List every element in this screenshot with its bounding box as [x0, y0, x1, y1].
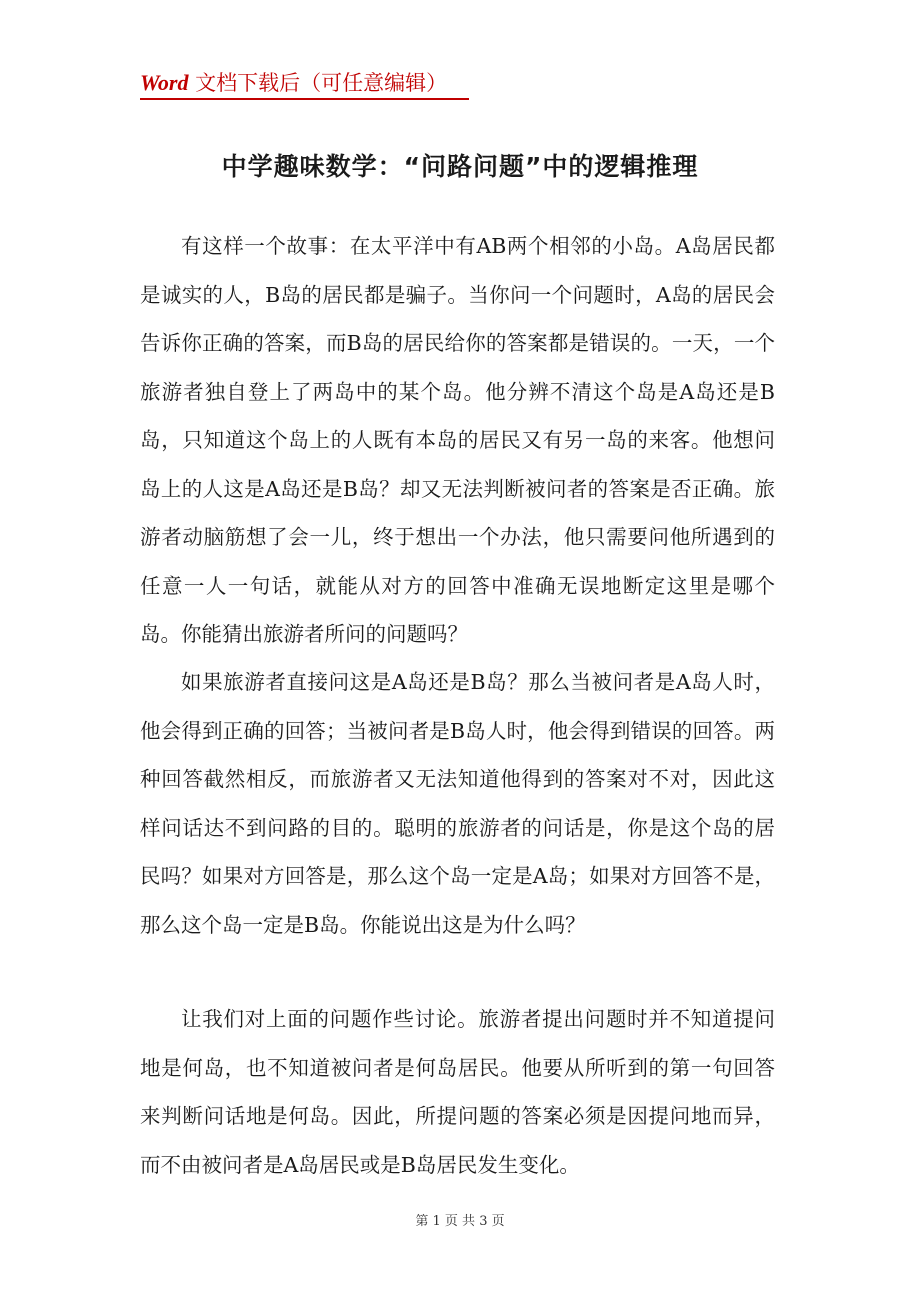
- paragraph-text: 有这样一个故事：在太平洋中有AB两个相邻的小岛。A岛居民都是诚实的人，B岛的居民都是骗子。当你问一个问题时，A岛的居民会告诉你正确的答案，而B岛的居民给你的答案都是错误的。一天，一个旅游者独自登上了两岛中的某个岛。他分辨不清这个岛是A岛还是B岛，只知道这个岛上的人既有本岛的居民又有另一岛的来客。他想问岛上的人这是A岛还是B岛？却又无法判断被问者的答案是否正确。旅游者动脑筋想了会一儿，终于想出一个办法，他只需要问他所遇到的任意一人一句话，就能从对方的回答中准确无误地断定这里是哪个岛。你能猜出旅游者所问的问题吗？: [140, 234, 775, 646]
- header-text: 文档下载后（可任意编辑）: [188, 71, 448, 95]
- header-brand: Word: [140, 70, 189, 95]
- paragraph-1: [140, 222, 775, 659]
- download-header: [140, 68, 469, 100]
- page-footer: 第 1 页 共 3 页: [415, 1214, 505, 1229]
- paragraph-text: 如果旅游者直接问这是A岛还是B岛？那么当被问者是A岛人时，他会得到正确的回答；当被问者是B岛人时，他会得到错误的回答。两种回答截然相反，而旅游者又无法知道他得到的答案对不对，因此这样问话达不到问路的目的。聪明的旅游者的问话是，你是这个岛的居民吗？如果对方回答是，那么这个岛一定是A岛；如果对方回答不是，那么这个岛一定是B岛。你能说出这是为什么吗？: [140, 670, 775, 937]
- paragraph-text: 让我们对上面的问题作些讨论。旅游者提出问题时并不知道提问地是何岛，也不知道被问者是何岛居民。他要从所听到的第一句回答来判断问话地是何岛。因此，所提问题的答案必须是因提问地而异，而不由被问者是A岛居民或是B岛居民发生变化。: [140, 1007, 775, 1177]
- paragraph-2: [140, 658, 775, 949]
- document-title: 中学趣味数学：“问路问题”中的逻辑推理: [221, 152, 699, 181]
- paragraph-3: [140, 995, 775, 1189]
